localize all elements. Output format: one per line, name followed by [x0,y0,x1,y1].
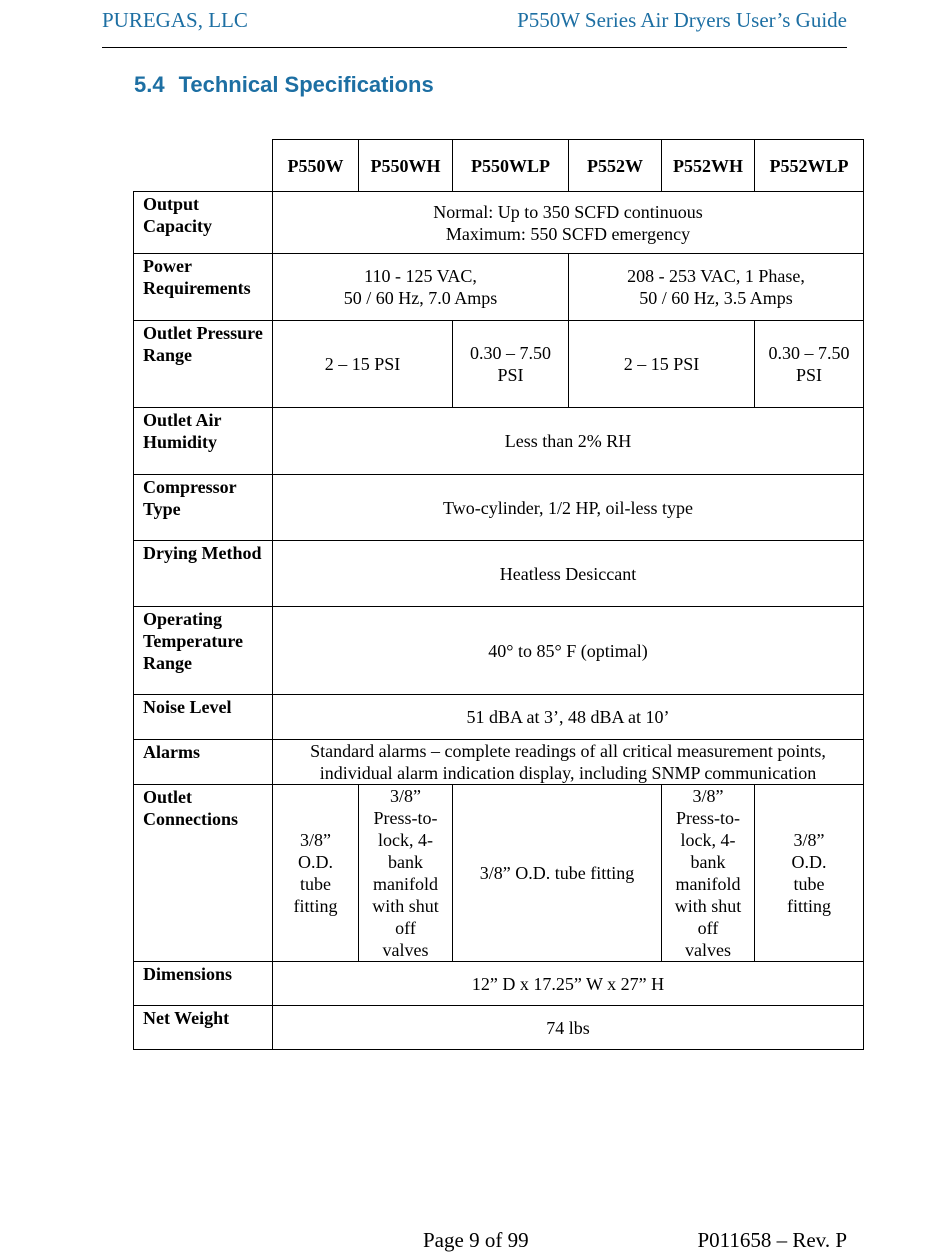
pressure-value: 2 – 15 PSI [569,321,755,408]
manifold-line: off [395,918,416,938]
row-label: Dimensions [134,962,273,1006]
model-header: P552WLP [755,140,864,192]
manifold-line: lock, 4- [378,830,433,850]
tube-line: O.D. [791,852,827,872]
table-row [134,254,864,321]
tube-line: fitting [293,896,338,916]
tube-fitting-wide-cell: 3/8” O.D. tube fitting [453,785,662,962]
drying-value: Heatless Desiccant [273,541,864,607]
net-weight-value: 74 lbs [273,1006,864,1050]
table-row [134,541,864,607]
noise-value: 51 dBA at 3’, 48 dBA at 10’ [273,695,864,740]
table-row [134,408,864,475]
manifold-line: bank [388,852,423,872]
tube-line: O.D. [298,852,333,872]
manifold-line: off [697,918,719,938]
tube-line: tube [793,874,825,894]
document-id: P011658 – Rev. P [697,1228,847,1252]
alarms-line: individual alarm indication display, including SNMP communication [319,763,817,783]
table-row [134,1006,864,1050]
power-value-208v [569,254,864,321]
row-label: Operating Temperature Range [134,607,273,695]
manifold-line: Press-to- [373,808,438,828]
row-label: Power Requirements [134,254,273,321]
pressure-lp-line: 0.30 – 7.50 [470,343,551,363]
power-line: 110 - 125 VAC, [364,266,477,286]
pressure-lp-line: PSI [497,365,524,385]
tube-line: 3/8” [300,830,331,850]
row-label: Outlet Connections [134,785,273,962]
tube-line: fitting [787,896,831,916]
model-header: P550W [273,140,359,192]
manifold-line: bank [690,852,726,872]
pressure-lp-line: PSI [795,365,822,385]
power-line: 50 / 60 Hz, 7.0 Amps [343,288,498,308]
row-label: Drying Method [134,541,273,607]
section-heading [134,72,434,98]
tube-fitting-cell [755,785,864,962]
row-label: Outlet Pressure Range [134,321,273,408]
row-label: Output Capacity [134,192,273,254]
alarms-value [273,740,864,785]
table-row [134,192,864,254]
manifold-line: manifold [373,874,438,894]
dimensions-value: 12” D x 17.25” W x 27” H [273,962,864,1006]
spec-table [133,139,864,1050]
table-row [134,695,864,740]
pressure-value-lp [453,321,569,408]
pressure-lp-line: 0.30 – 7.50 [768,343,850,363]
power-value-110v [273,254,569,321]
tube-line: tube [300,874,331,894]
manifold-line: manifold [675,874,741,894]
header-guide-title: P550W Series Air Dryers User’s Guide [517,8,847,32]
row-label: Compressor Type [134,475,273,541]
table-row [134,740,864,785]
section-number: 5.4 [134,72,165,97]
model-header: P552WH [662,140,755,192]
pressure-value: 2 – 15 PSI [273,321,453,408]
row-label: Outlet Air Humidity [134,408,273,475]
row-label: Noise Level [134,695,273,740]
humidity-value: Less than 2% RH [273,408,864,475]
power-line: 208 - 253 VAC, 1 Phase, [627,266,805,286]
alarms-line: Standard alarms – complete readings of all critical measurement points, [310,741,826,761]
output-capacity-line: Maximum: 550 SCFD emergency [445,223,691,244]
model-header-row [134,140,864,192]
page-number: Page 9 of 99 [423,1228,529,1252]
section-title: Technical Specifications [178,72,434,97]
manifold-line: Press-to- [676,808,740,828]
manifold-line: with shut [372,896,439,916]
manifold-cell [359,785,453,962]
tube-line: 3/8” [793,830,825,850]
manifold-line: 3/8” [390,786,421,806]
manifold-line: lock, 4- [680,830,736,850]
header-company: PUREGAS, LLC [102,8,248,32]
manifold-line: valves [685,940,731,960]
manifold-cell [662,785,755,962]
header-blank-cell [134,140,273,192]
model-header: P550WLP [453,140,569,192]
table-row [134,607,864,695]
row-label: Alarms [134,740,273,785]
table-row [134,475,864,541]
table-row [134,785,864,962]
table-row [134,962,864,1006]
manifold-line: 3/8” [692,786,724,806]
model-header: P552W [569,140,662,192]
compressor-value: Two-cylinder, 1/2 HP, oil-less type [273,475,864,541]
model-header: P550WH [359,140,453,192]
power-line: 50 / 60 Hz, 3.5 Amps [639,288,793,308]
temperature-value: 40° to 85° F (optimal) [273,607,864,695]
manifold-line: valves [382,940,429,960]
output-capacity-line: Normal: Up to 350 SCFD continuous [433,201,703,222]
table-row [134,321,864,408]
row-label: Net Weight [134,1006,273,1050]
manifold-line: with shut [674,896,742,916]
tube-fitting-cell [273,785,359,962]
output-capacity-value [273,192,864,254]
header-divider [102,47,847,48]
pressure-value-lp [755,321,864,408]
